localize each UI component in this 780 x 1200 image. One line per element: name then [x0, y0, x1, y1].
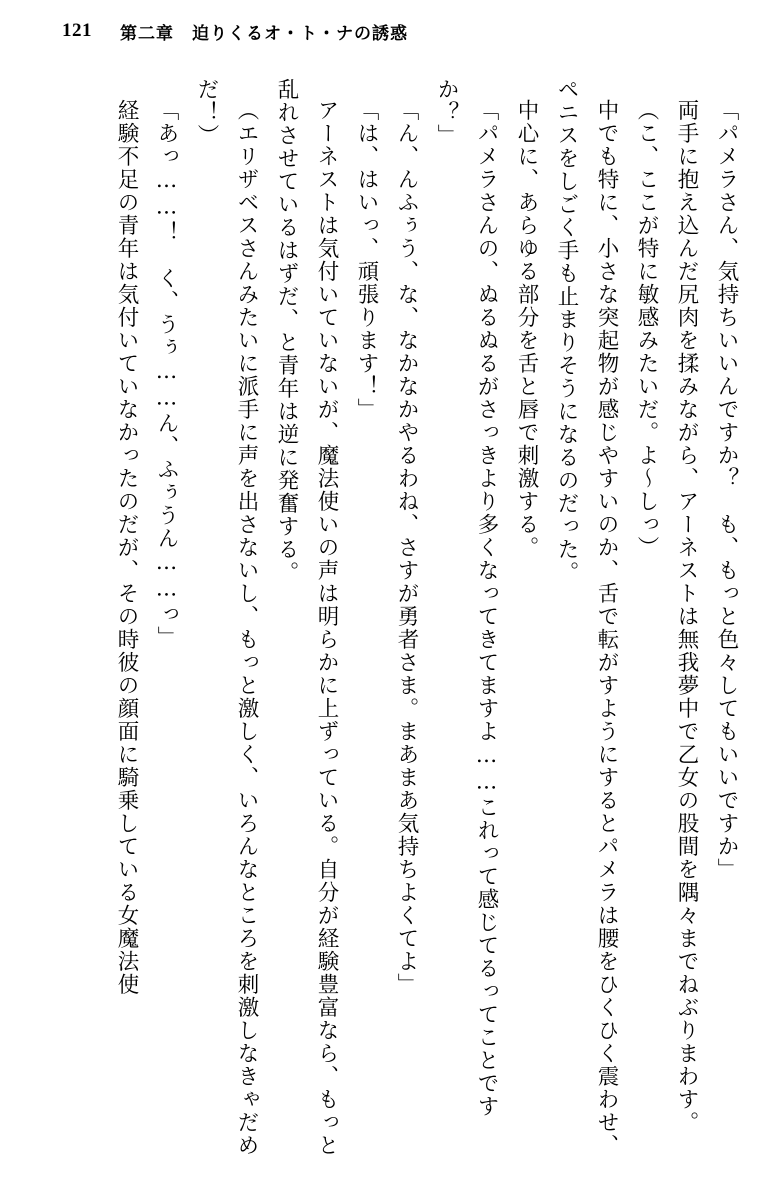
- page-number: 121: [62, 20, 92, 41]
- paragraph: （エリザベスさんみたいに派手に声を出さないし、もっと激しく、いろんなところを刺激しなきゃだめだ！）: [194, 78, 259, 1157]
- paragraph: 「パメラさんの、ぬるぬるがさっきより多くなってきてますよ……これって感じてるってことですか？」: [434, 78, 499, 1118]
- paragraph: 「パメラさん、気持ちいいんですか？ も、もっと色々してもいいですか」: [714, 99, 739, 881]
- paragraph: 「は、はいっ、頑張ります！」: [354, 99, 379, 421]
- paragraph: 「あっ……！ く、うぅ……ん、ふぅうん……っ」: [154, 99, 179, 649]
- page-header: [0, 14, 780, 48]
- paragraph: 経験不足の青年は気付いていなかったのだが、その時彼の顔面に騎乗している女魔法使: [114, 99, 139, 996]
- paragraph: 「ん、んふぅう、な、なかなかやるわね、さすが勇者さま。まあまあ気持ちよくてよ」: [394, 99, 419, 996]
- paragraph: 中でも特に、小さな突起物が感じやすいのか、舌で転がすようにするとパメラは腰をひくひく震わせ、ペニスをしごく手も止まりそうになるのだった。: [554, 78, 619, 1157]
- paragraph: （こ、ここが特に敏感みたいだ。よ～しっ）: [634, 99, 659, 559]
- paragraph: 両手に抱え込んだ尻肉を揉みながら、アーネストは無我夢中で乙女の股間を隅々までねぶりまわす。: [674, 99, 699, 1134]
- paragraph: 中心に、あらゆる部分を舌と唇で刺激する。: [514, 99, 539, 559]
- paragraph: アーネストは気付いていないが、魔法使いの声は明らかに上ずっている。自分が経験豊富なら、もっと乱れさせているはずだ、と青年は逆に発奮する。: [274, 78, 339, 1157]
- chapter-title: 第二章 迫りくるオ・ト・ナの誘惑: [120, 23, 408, 44]
- page-body: [34, 78, 746, 1178]
- vertical-text-block: [34, 78, 746, 1163]
